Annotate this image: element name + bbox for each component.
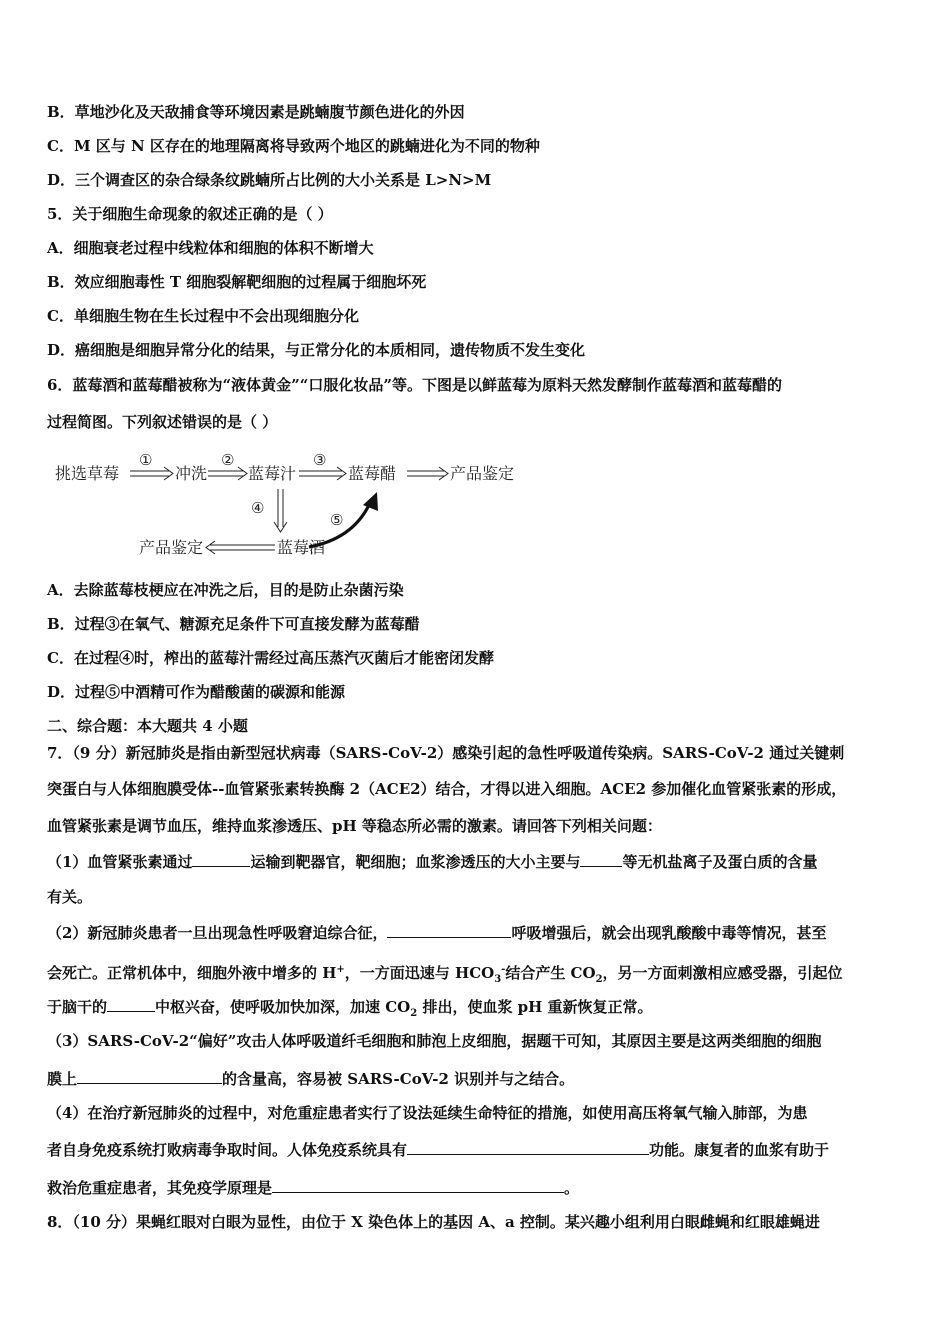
answer-blank-1[interactable] — [192, 851, 250, 867]
node-product-identification-1: 产品鉴定 — [450, 464, 515, 483]
question-7-stem-2: 突蛋白与人体细胞膜受体--血管紧张素转换酶 2（ACE2）结合，才得以进入细胞。ACE2 参加催化血管紧张素的形成， — [47, 780, 847, 798]
answer-blank-3[interactable] — [387, 922, 511, 938]
fermentation-flow-diagram — [47, 447, 547, 572]
question-7-part-3: （3）SARS-CoV-2“偏好”攻击人体呼吸道纤毛细胞和肺泡上皮细胞，据题干可知，其原因主要是这两类细胞的细胞 — [47, 1032, 822, 1050]
option-d-q5: D．癌细胞是细胞异常分化的结果，与正常分化的本质相同，遗传物质不发生变化 — [47, 341, 586, 359]
node-wine: 蓝莓酒 — [277, 538, 326, 557]
option-a-q5: A．细胞衰老过程中线粒体和细胞的体积不断增大 — [47, 239, 374, 257]
option-b-q6: B．过程③在氧气、糖源充足条件下可直接发酵为蓝莓醋 — [47, 615, 420, 633]
question-7-stem-1: 7．（9 分）新冠肺炎是指由新型冠状病毒（SARS-CoV-2）感染引起的急性呼吸道传染病。SARS-CoV-2 通过关键刺 — [47, 744, 845, 762]
option-b-q5: B．效应细胞毒性 T 细胞裂解靶细胞的过程属于细胞坏死 — [47, 273, 427, 291]
step-3-label: ③ — [313, 451, 327, 469]
question-7-part-4: （4）在治疗新冠肺炎的过程中，对危重症患者实行了设法延续生命特征的措施，如使用高压将氧气输入肺部，为患 — [47, 1104, 808, 1122]
step-4-label: ④ — [251, 499, 265, 517]
arrow-to-identification-1 — [407, 467, 448, 480]
question-5-stem: 5．关于细胞生命现象的叙述正确的是（ ） — [47, 205, 333, 223]
node-juice: 蓝莓汁 — [248, 464, 297, 483]
section-heading: 二、综合题：本大题共 4 小题 — [47, 717, 248, 735]
node-wash: 冲洗 — [175, 464, 208, 483]
option-c-q6: C．在过程④时，榨出的蓝莓汁需经过高压蒸汽灭菌后才能密闭发酵 — [47, 649, 494, 667]
step-1-label: ① — [139, 451, 153, 469]
step-5-label: ⑤ — [330, 511, 344, 529]
question-7-part-1-end: 有关。 — [47, 888, 93, 906]
question-7-part-2-line-3: 于脑干的 中枢兴奋，使呼吸加快加深，加速 $CO_2$ 排出，使血浆 pH 重新恢复正常。 — [47, 998, 653, 1019]
step-2-label: ② — [221, 451, 235, 469]
question-7-stem-3: 血管紧张素是调节血压，维持血浆渗透压、pH 等稳态所必需的激素。请回答下列相关问题： — [47, 817, 662, 835]
node-product-identification-2: 产品鉴定 — [139, 538, 204, 557]
arrow-to-identification-2 — [206, 541, 275, 554]
option-b-q4: B．草地沙化及天敌捕食等环境因素是跳蝻腹节颜色进化的外因 — [47, 103, 465, 121]
node-pick-berries: 挑选草莓 — [55, 464, 120, 483]
option-d-q4: D．三个调查区的杂合绿条纹跳蝻所占比例的大小关系是 L>N>M — [47, 171, 492, 189]
option-c-q4: C．M 区与 N 区存在的地理隔离将导致两个地区的跳蝻进化为不同的物种 — [47, 137, 540, 155]
answer-blank-4[interactable] — [107, 996, 155, 1012]
question-7-part-4-line-2: 者自身免疫系统打败病毒争取时间。人体免疫系统具有 功能。康复者的血浆有助于 — [47, 1141, 830, 1159]
option-c-q5: C．单细胞生物在生长过程中不会出现细胞分化 — [47, 307, 359, 325]
question-7-part-1: （1）血管紧张素通过 运输到靶器官，靶细胞；血浆渗透压的大小主要与 等无机盐离子及蛋白质的含量 — [47, 853, 818, 871]
question-6-stem-1: 6．蓝莓酒和蓝莓醋被称为“液体黄金”“口服化妆品”等。下图是以鲜蓝莓为原料天然发酵制作蓝莓酒和蓝莓醋的 — [47, 376, 782, 394]
arrow-step-4 — [274, 489, 287, 532]
question-7-part-4-line-3: 救治危重症患者，其免疫学原理是 。 — [47, 1179, 580, 1197]
answer-blank-7[interactable] — [272, 1177, 564, 1193]
question-7-part-2-line-2: 会死亡。正常机体中，细胞外液中增多的 H+，一方面迅速与 $HCO_3^-$结合产生 $CO_2$，另一方面刺激相应感受器，引起位 — [47, 964, 843, 985]
question-7-part-2: （2）新冠肺炎患者一旦出现急性呼吸窘迫综合征， 呼吸增强后，就会出现乳酸酸中毒等情况，甚至 — [47, 924, 827, 942]
node-vinegar: 蓝莓醋 — [348, 464, 397, 483]
question-7-part-3-line-2: 膜上 的含量高，容易被 SARS-CoV-2 识别并与之结合。 — [47, 1070, 575, 1088]
answer-blank-2[interactable] — [580, 851, 622, 867]
answer-blank-6[interactable] — [407, 1139, 649, 1155]
question-8-stem: 8．（10 分）果蝇红眼对白眼为显性，由位于 X 染色体上的基因 A、a 控制。某兴趣小组利用白眼雌蝇和红眼雄蝇进 — [47, 1213, 820, 1231]
option-d-q6: D．过程⑤中酒精可作为醋酸菌的碳源和能源 — [47, 683, 346, 701]
option-a-q6: A．去除蓝莓枝梗应在冲洗之后，目的是防止杂菌污染 — [47, 581, 404, 599]
answer-blank-5[interactable] — [77, 1068, 222, 1084]
question-6-stem-2: 过程简图。下列叙述错误的是（ ） — [47, 413, 278, 431]
